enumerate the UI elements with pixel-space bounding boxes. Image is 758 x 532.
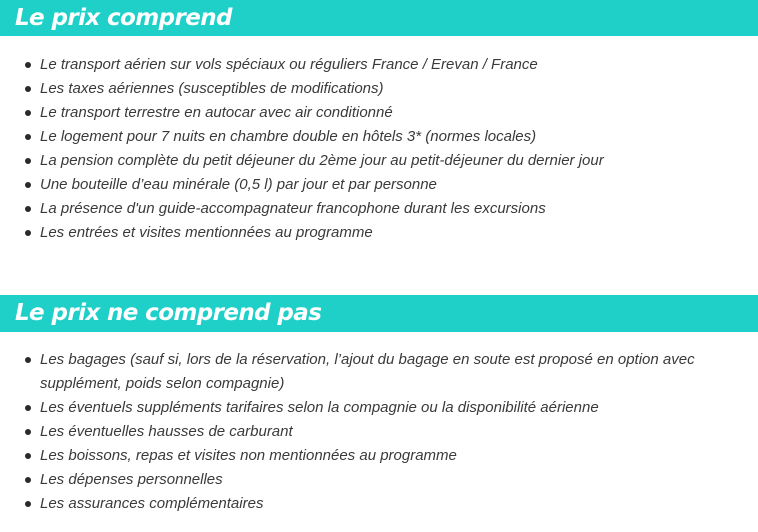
- bullet-icon: [25, 453, 31, 459]
- bullet-icon: [25, 182, 31, 188]
- list-item: Les éventuelles hausses de carburant: [0, 420, 758, 444]
- bullet-icon: [25, 86, 31, 92]
- bullet-icon: [25, 357, 31, 363]
- bullet-icon: [25, 158, 31, 164]
- list-item: Une bouteille d’eau minérale (0,5 l) par jour et par personne: [0, 173, 758, 197]
- excludes-list: [0, 348, 758, 516]
- section-price-excludes: [0, 295, 758, 512]
- bullet-icon: [25, 405, 31, 411]
- list-item: Les assurances complémentaires: [0, 492, 758, 516]
- includes-list: [0, 53, 758, 245]
- bullet-icon: [25, 477, 31, 483]
- list-item: La pension complète du petit déjeuner du 2ème jour au petit-déjeuner du dernier jour: [0, 149, 758, 173]
- bullet-icon: [25, 62, 31, 68]
- list-item: Le transport terrestre en autocar avec air conditionné: [0, 101, 758, 125]
- list-item: Le logement pour 7 nuits en chambre double en hôtels 3* (normes locales): [0, 125, 758, 149]
- list-item: Les dépenses personnelles: [0, 468, 758, 492]
- section-title-includes: Le prix comprend: [0, 0, 758, 36]
- list-item: Les bagages (sauf si, lors de la réservation, l’ajout du bagage en soute est proposé en option avec supplément, poids selon compagnie): [0, 348, 758, 396]
- list-item: Les entrées et visites mentionnées au programme: [0, 221, 758, 245]
- bullet-icon: [25, 206, 31, 212]
- bullet-icon: [25, 429, 31, 435]
- bullet-icon: [25, 110, 31, 116]
- list-item: La présence d'un guide-accompagnateur francophone durant les excursions: [0, 197, 758, 221]
- list-item: Les boissons, repas et visites non mentionnées au programme: [0, 444, 758, 468]
- list-item: Le transport aérien sur vols spéciaux ou réguliers France / Erevan / France: [0, 53, 758, 77]
- bullet-icon: [25, 230, 31, 236]
- list-item: Les éventuels suppléments tarifaires selon la compagnie ou la disponibilité aérienne: [0, 396, 758, 420]
- bullet-icon: [25, 134, 31, 140]
- list-item: Les taxes aériennes (susceptibles de modifications): [0, 77, 758, 101]
- bullet-icon: [25, 501, 31, 507]
- section-title-excludes: Le prix ne comprend pas: [0, 295, 758, 332]
- section-price-includes: [0, 0, 758, 241]
